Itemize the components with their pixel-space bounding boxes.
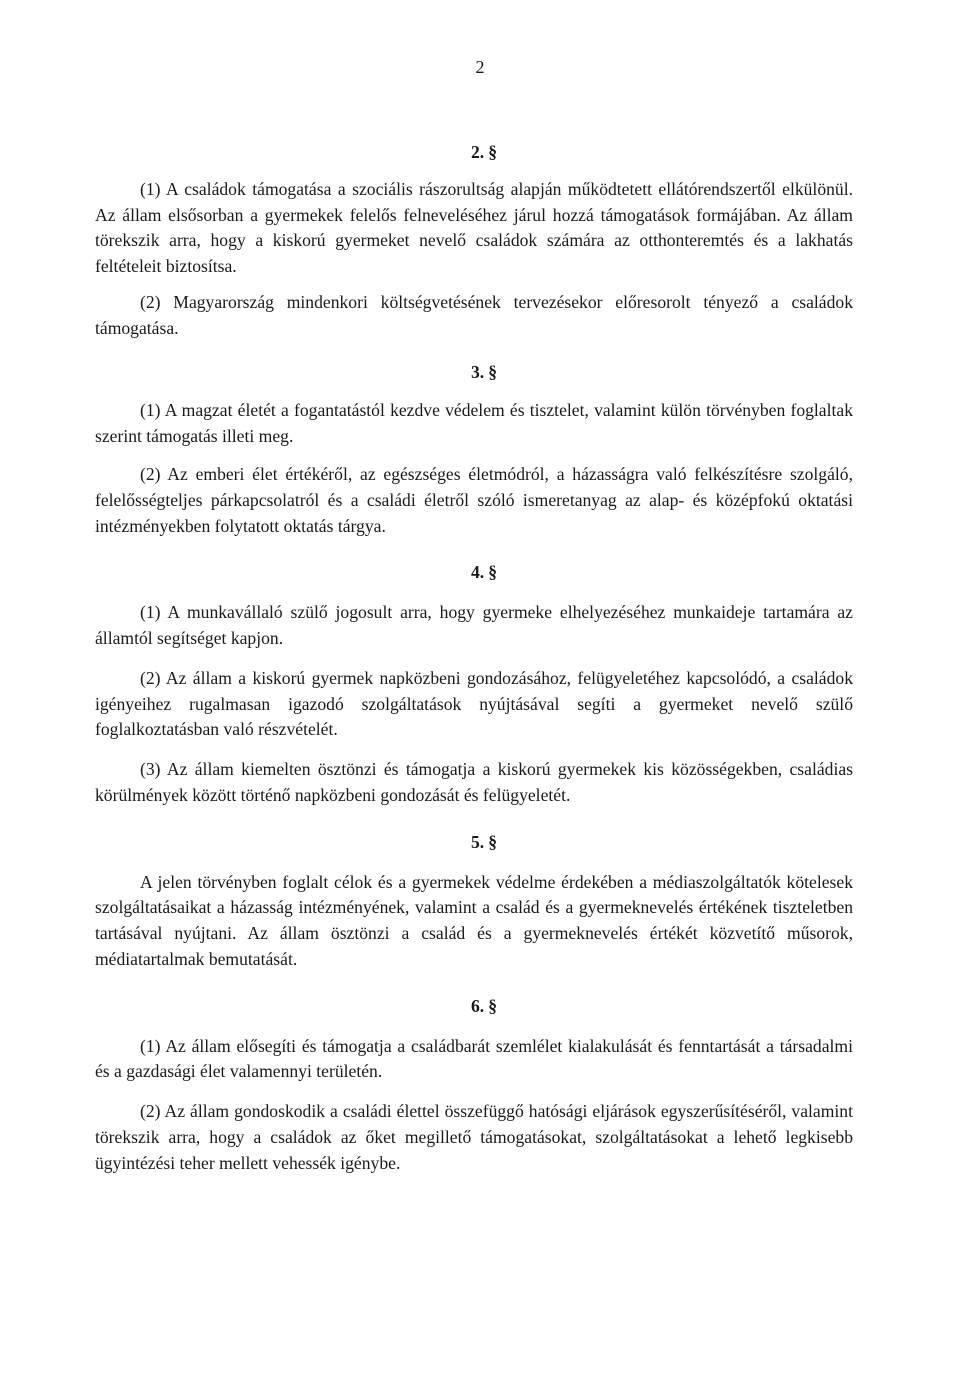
paragraph: (1) A munkavállaló szülő jogosult arra, hogy gyermeke elhelyezéséhez munkaideje tartamára az államtól segítséget kapjon.	[95, 602, 853, 648]
section-heading	[95, 360, 853, 386]
section-heading	[95, 830, 853, 856]
document-body	[95, 140, 853, 1177]
section-number: 2.	[471, 142, 485, 162]
paragraph: A jelen törvényben foglalt célok és a gyermekek védelme érdekében a médiaszolgáltatók kötelesek szolgáltatásaikat a házasság intézményének, valamint a család és a gyermeknevelés értékének tiszteletben tartásával nyújtani. Az állam ösztönzi a család és a gyermeknevelés értékét közvetítő műsorok, médiatartalmak bemutatását.	[95, 871, 853, 969]
section-4	[95, 560, 853, 808]
paragraph: (2) Magyarország mindenkori költségvetésének tervezésekor előresorolt tényező a családok támogatása.	[95, 291, 853, 338]
section-3	[95, 360, 853, 540]
section-heading	[95, 994, 853, 1020]
section-number: 5.	[471, 831, 485, 852]
section-sign: §	[488, 562, 497, 583]
paragraph: (2) Az állam a kiskorú gyermek napközbeni gondozásához, felügyeletéhez kapcsolódó, a családok igényeihez rugalmasan igazodó szolgáltatások nyújtásával segíti a gyermeket nevelő szülő foglalkoztatásban való részvételét.	[95, 667, 853, 740]
page-number: 2	[475, 57, 485, 77]
section-sign: §	[488, 831, 497, 852]
section-heading	[95, 140, 853, 166]
section-sign: §	[488, 361, 497, 382]
section-sign: §	[488, 142, 497, 162]
paragraph: (2) Az állam gondoskodik a családi élettel összefüggő hatósági eljárások egyszerűsítéséről, valamint törekszik arra, hogy a családok az őket megillető támogatásokat, szolgáltatásokat a lehető legkisebb ügyintézési teher mellett vehessék igénybe.	[95, 1101, 853, 1173]
section-number: 4.	[471, 562, 485, 583]
paragraph: (2) Az emberi élet értékéről, az egészséges életmódról, a házasságra való felkészítésre szolgáló, felelősségteljes párkapcsolatról és a családi életről szóló ismeretanyag az alap- és középfokú oktatási intézményekben folytatott oktatás tárgya.	[95, 463, 853, 536]
section-number: 3.	[471, 361, 485, 382]
section-6	[95, 994, 853, 1177]
paragraph: (1) A magzat életét a fogantatástól kezdve védelem és tisztelet, valamint külön törvényben foglaltak szerint támogatás illeti meg.	[95, 400, 853, 447]
section-sign: §	[488, 995, 497, 1016]
section-2	[95, 140, 853, 342]
paragraph: (3) Az állam kiemelten ösztönzi és támogatja a kiskorú gyermekek kis közösségekben, családias körülmények között történő napközbeni gondozását és felügyeletét.	[95, 759, 853, 805]
paragraph: (1) Az állam elősegíti és támogatja a családbarát szemlélet kialakulását és fenntartását a társadalmi és a gazdasági élet valamennyi területén.	[95, 1035, 853, 1082]
section-number: 6.	[471, 995, 485, 1016]
paragraph: (1) A családok támogatása a szociális rászorultság alapján működtetett ellátórendszertől elkülönül. Az állam elsősorban a gyermekek felelős felneveléséhez járul hozzá támogatások formájában. Az állam törekszik arra, hogy a kiskorú gyermeket nevelő családok számára az otthonteremtés és a lakhatás feltételeit biztosítsa.	[95, 178, 853, 277]
section-heading	[95, 560, 853, 586]
section-5	[95, 830, 853, 973]
